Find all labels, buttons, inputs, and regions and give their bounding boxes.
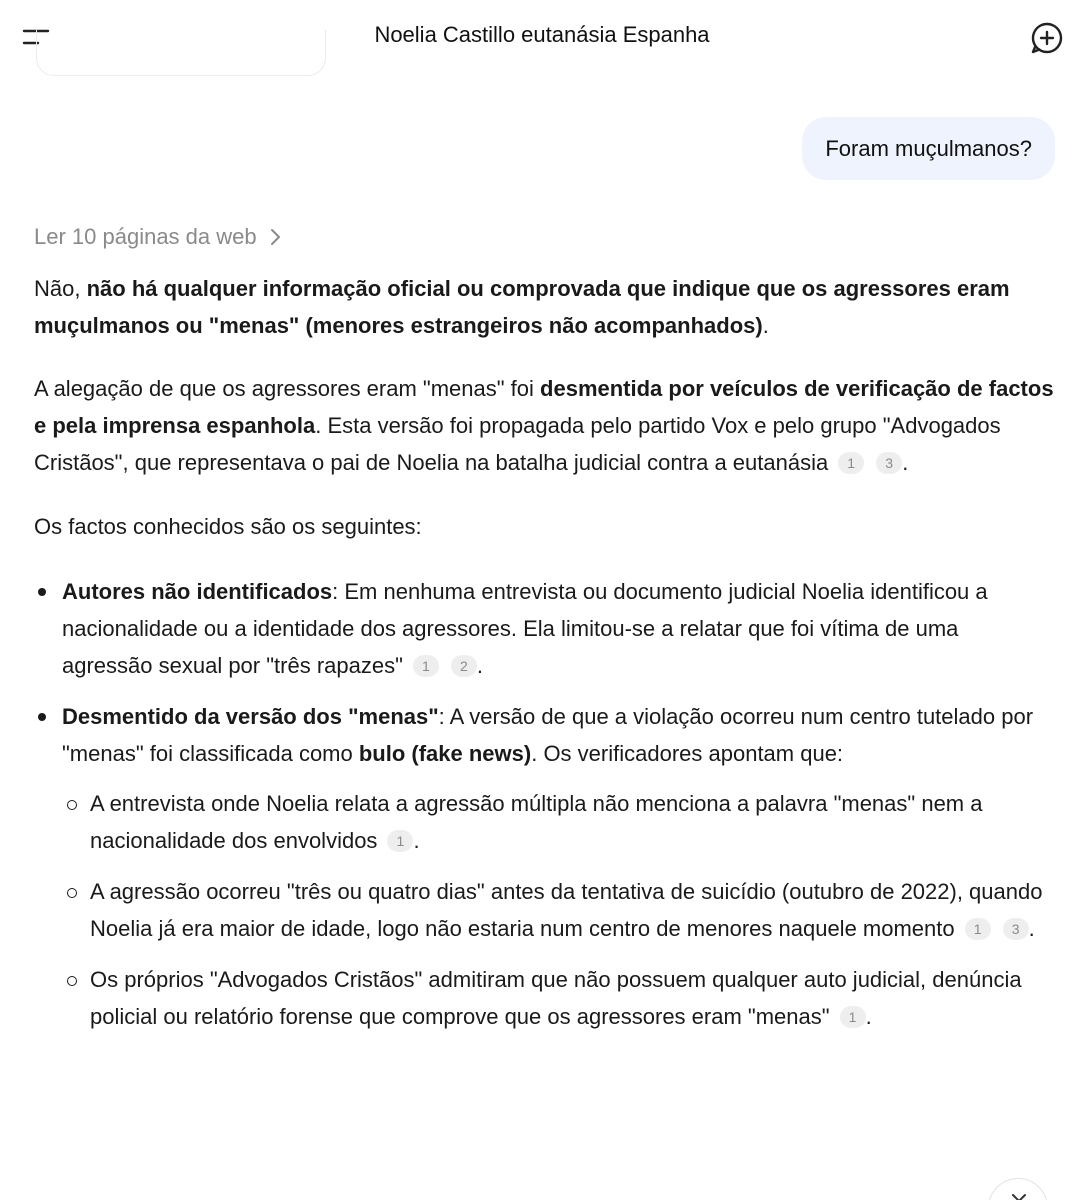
text: . (865, 1004, 872, 1029)
conversation-title: Noelia Castillo eutanásia Espanha (374, 22, 710, 47)
list-item (62, 573, 1054, 684)
citation-badge[interactable]: 3 (1003, 918, 1029, 940)
citation-badge[interactable]: 1 (965, 918, 991, 940)
text: A alegação de que os agressores eram "menas" foi (34, 376, 541, 401)
sub-list (62, 785, 1054, 1035)
text: . Esta versão foi propagada pelo partido Vox e pelo grupo "Advogados Cristãos", que representava o pai de Noelia na batalha judicial contra a eutanásia (34, 413, 1001, 475)
text: . (476, 653, 484, 678)
citation-badge[interactable]: 1 (387, 830, 413, 852)
chevron-right-icon (269, 227, 283, 247)
answer-paragraph (34, 270, 1054, 344)
text: : A versão de que a violação ocorreu num centro tutelado por "menas" foi classificada como (62, 704, 1034, 766)
text: . (762, 313, 769, 338)
bold-text: desmentida por veículos de verificação de factos e pela imprensa espanhola (34, 376, 1054, 438)
citation-badge[interactable]: 1 (413, 655, 439, 677)
text: . Os verificadores apontam que: (531, 741, 844, 766)
citation-badge[interactable]: 1 (840, 1006, 866, 1028)
assistant-answer (34, 270, 1054, 1049)
bold-text: Autores não identificados (62, 579, 333, 604)
sub-list-item (90, 785, 1054, 859)
text: . (413, 828, 420, 853)
text: . (1028, 916, 1035, 941)
text: Não, (34, 276, 87, 301)
web-sources-label: Ler 10 páginas da web (34, 224, 257, 249)
scroll-down-button[interactable] (988, 1178, 1048, 1200)
user-message-bubble: Foram muçulmanos? (802, 117, 1055, 180)
text: . (902, 450, 909, 475)
text: A entrevista onde Noelia relata a agressão múltipla não menciona a palavra "menas" nem a nacionalidade dos envolvidos (90, 791, 983, 853)
facts-list (34, 573, 1054, 1035)
sub-list-item (90, 873, 1054, 947)
bold-text: não há qualquer informação oficial ou comprovada que indique que os agressores eram muçulmanos ou "menas" (menores estrangeiros não acompanhados) (34, 276, 1010, 338)
chevron-down-icon (1011, 1193, 1027, 1200)
bold-text: bulo (fake news) (358, 741, 532, 766)
previous-message-card (36, 30, 326, 76)
answer-paragraph (34, 370, 1054, 481)
text: A agressão ocorreu "três ou quatro dias" antes da tentativa de suicídio (outubro de 2022), quando Noelia já era maior de idade, logo não estaria num centro de menores naquele momento (90, 879, 1043, 941)
citation-badge[interactable]: 2 (451, 655, 477, 677)
sub-list-item (90, 961, 1054, 1035)
bold-text: Desmentido da versão dos "menas" (62, 704, 439, 729)
text: Os próprios "Advogados Cristãos" admitiram que não possuem qualquer auto judicial, denúncia policial ou relatório forense que comprove que os agressores eram "menas" (90, 967, 1022, 1029)
citation-badge[interactable]: 3 (876, 452, 902, 474)
new-chat-icon[interactable] (1029, 20, 1065, 56)
text: : Em nenhuma entrevista ou documento judicial Noelia identificou a nacionalidade ou a identidade dos agressores. Ela limitou-se a relatar que foi vítima de uma agressão sexual por "três rapazes" (62, 579, 988, 678)
citation-badge[interactable]: 1 (838, 452, 864, 474)
web-sources-toggle[interactable] (34, 224, 283, 250)
list-item (62, 698, 1054, 1035)
answer-paragraph: Os factos conhecidos são os seguintes: (34, 514, 422, 539)
